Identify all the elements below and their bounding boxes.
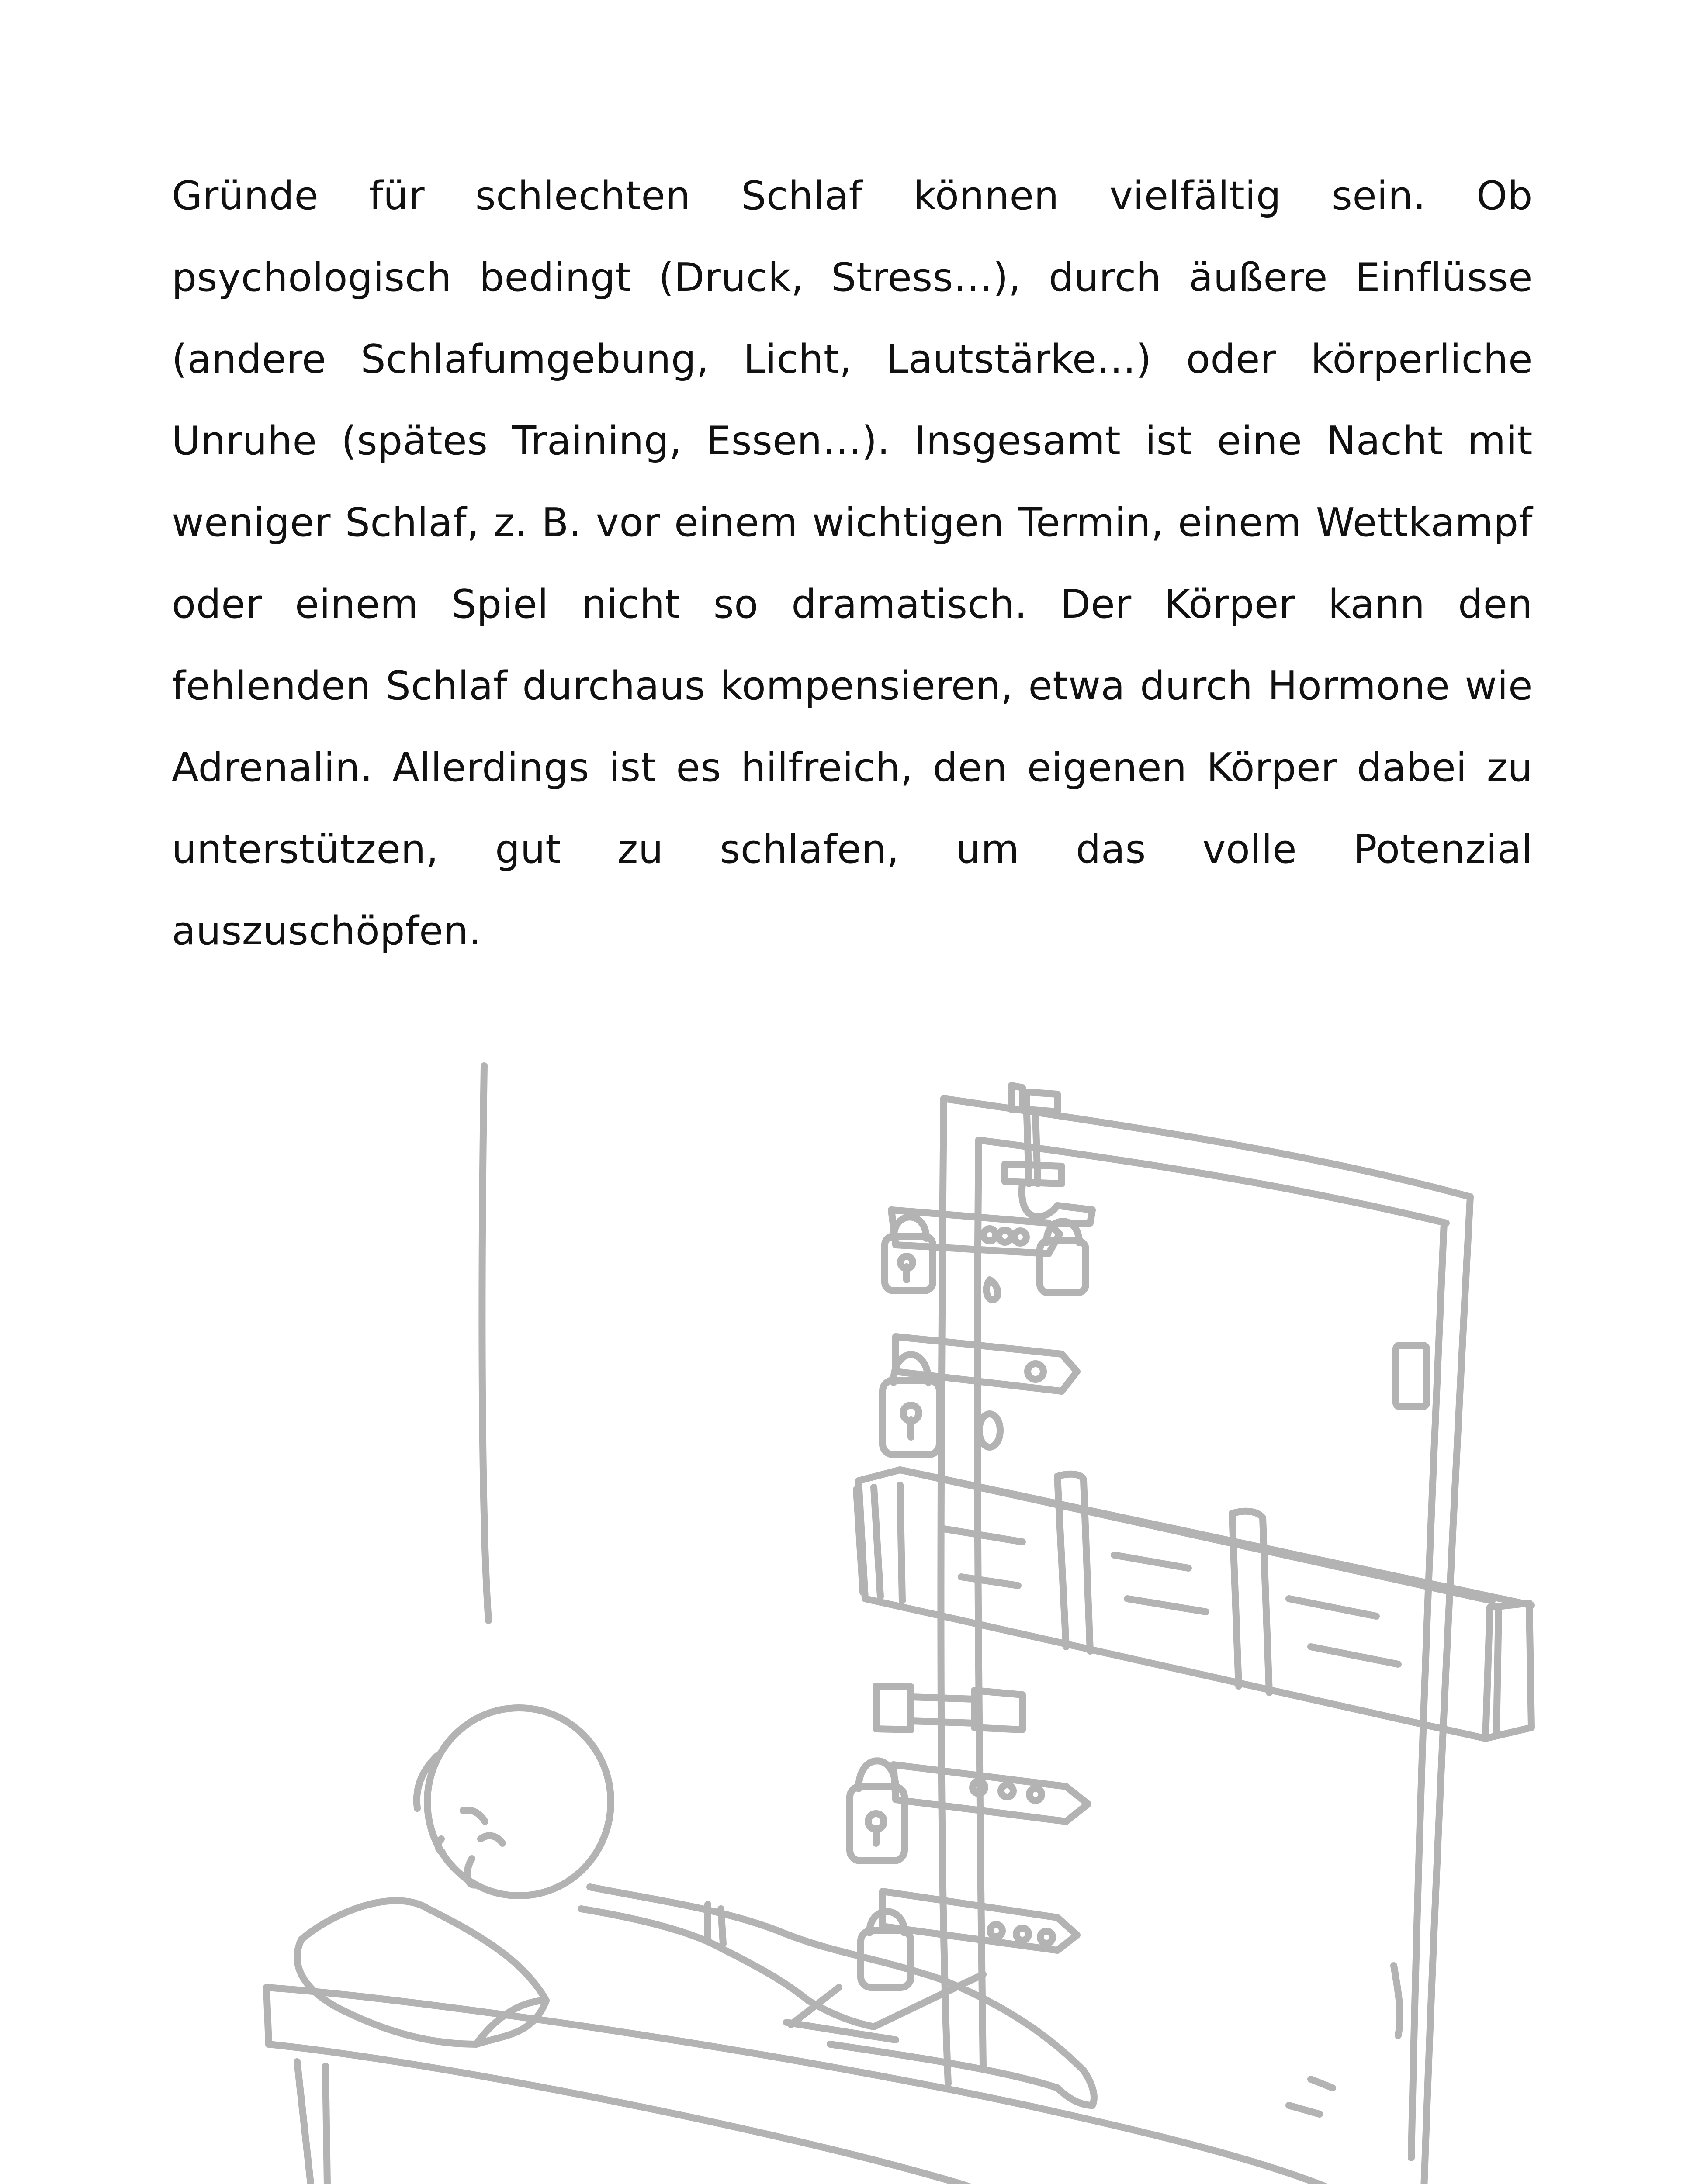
upper-padlocks — [885, 1210, 1086, 1300]
body-paragraph: Gründe für schlechten Schlaf können vielfältig sein. Ob psychologisch bedingt (Druck, Stress…), durch äußere Einflüsse (andere Schlafumgebung, Licht, Lautstärke…) oder körperliche Unruhe (spätes Training, Essen…). Insgesamt ist eine Nacht mit weniger Schlaf, z. B. vor einem wichtigen Termin, einem Wettkampf oder einem Spiel nicht so dramatisch. Der Körper kann den fehlenden Schlaf durchaus kompensieren, etwa durch Hormone wie Adrenalin. Allerdings ist es hilfreich, den eigenen Körper dabei zu unterstützen, gut zu schlafen, um das volle Potenzial auszuschöpfen. — [172, 173, 1533, 954]
wall-edge — [482, 1066, 488, 1621]
sleeping-figure-barricaded-door-illustration — [0, 1040, 1704, 2184]
pillow — [297, 1901, 546, 2044]
lower-padlocks — [850, 1686, 1088, 1987]
